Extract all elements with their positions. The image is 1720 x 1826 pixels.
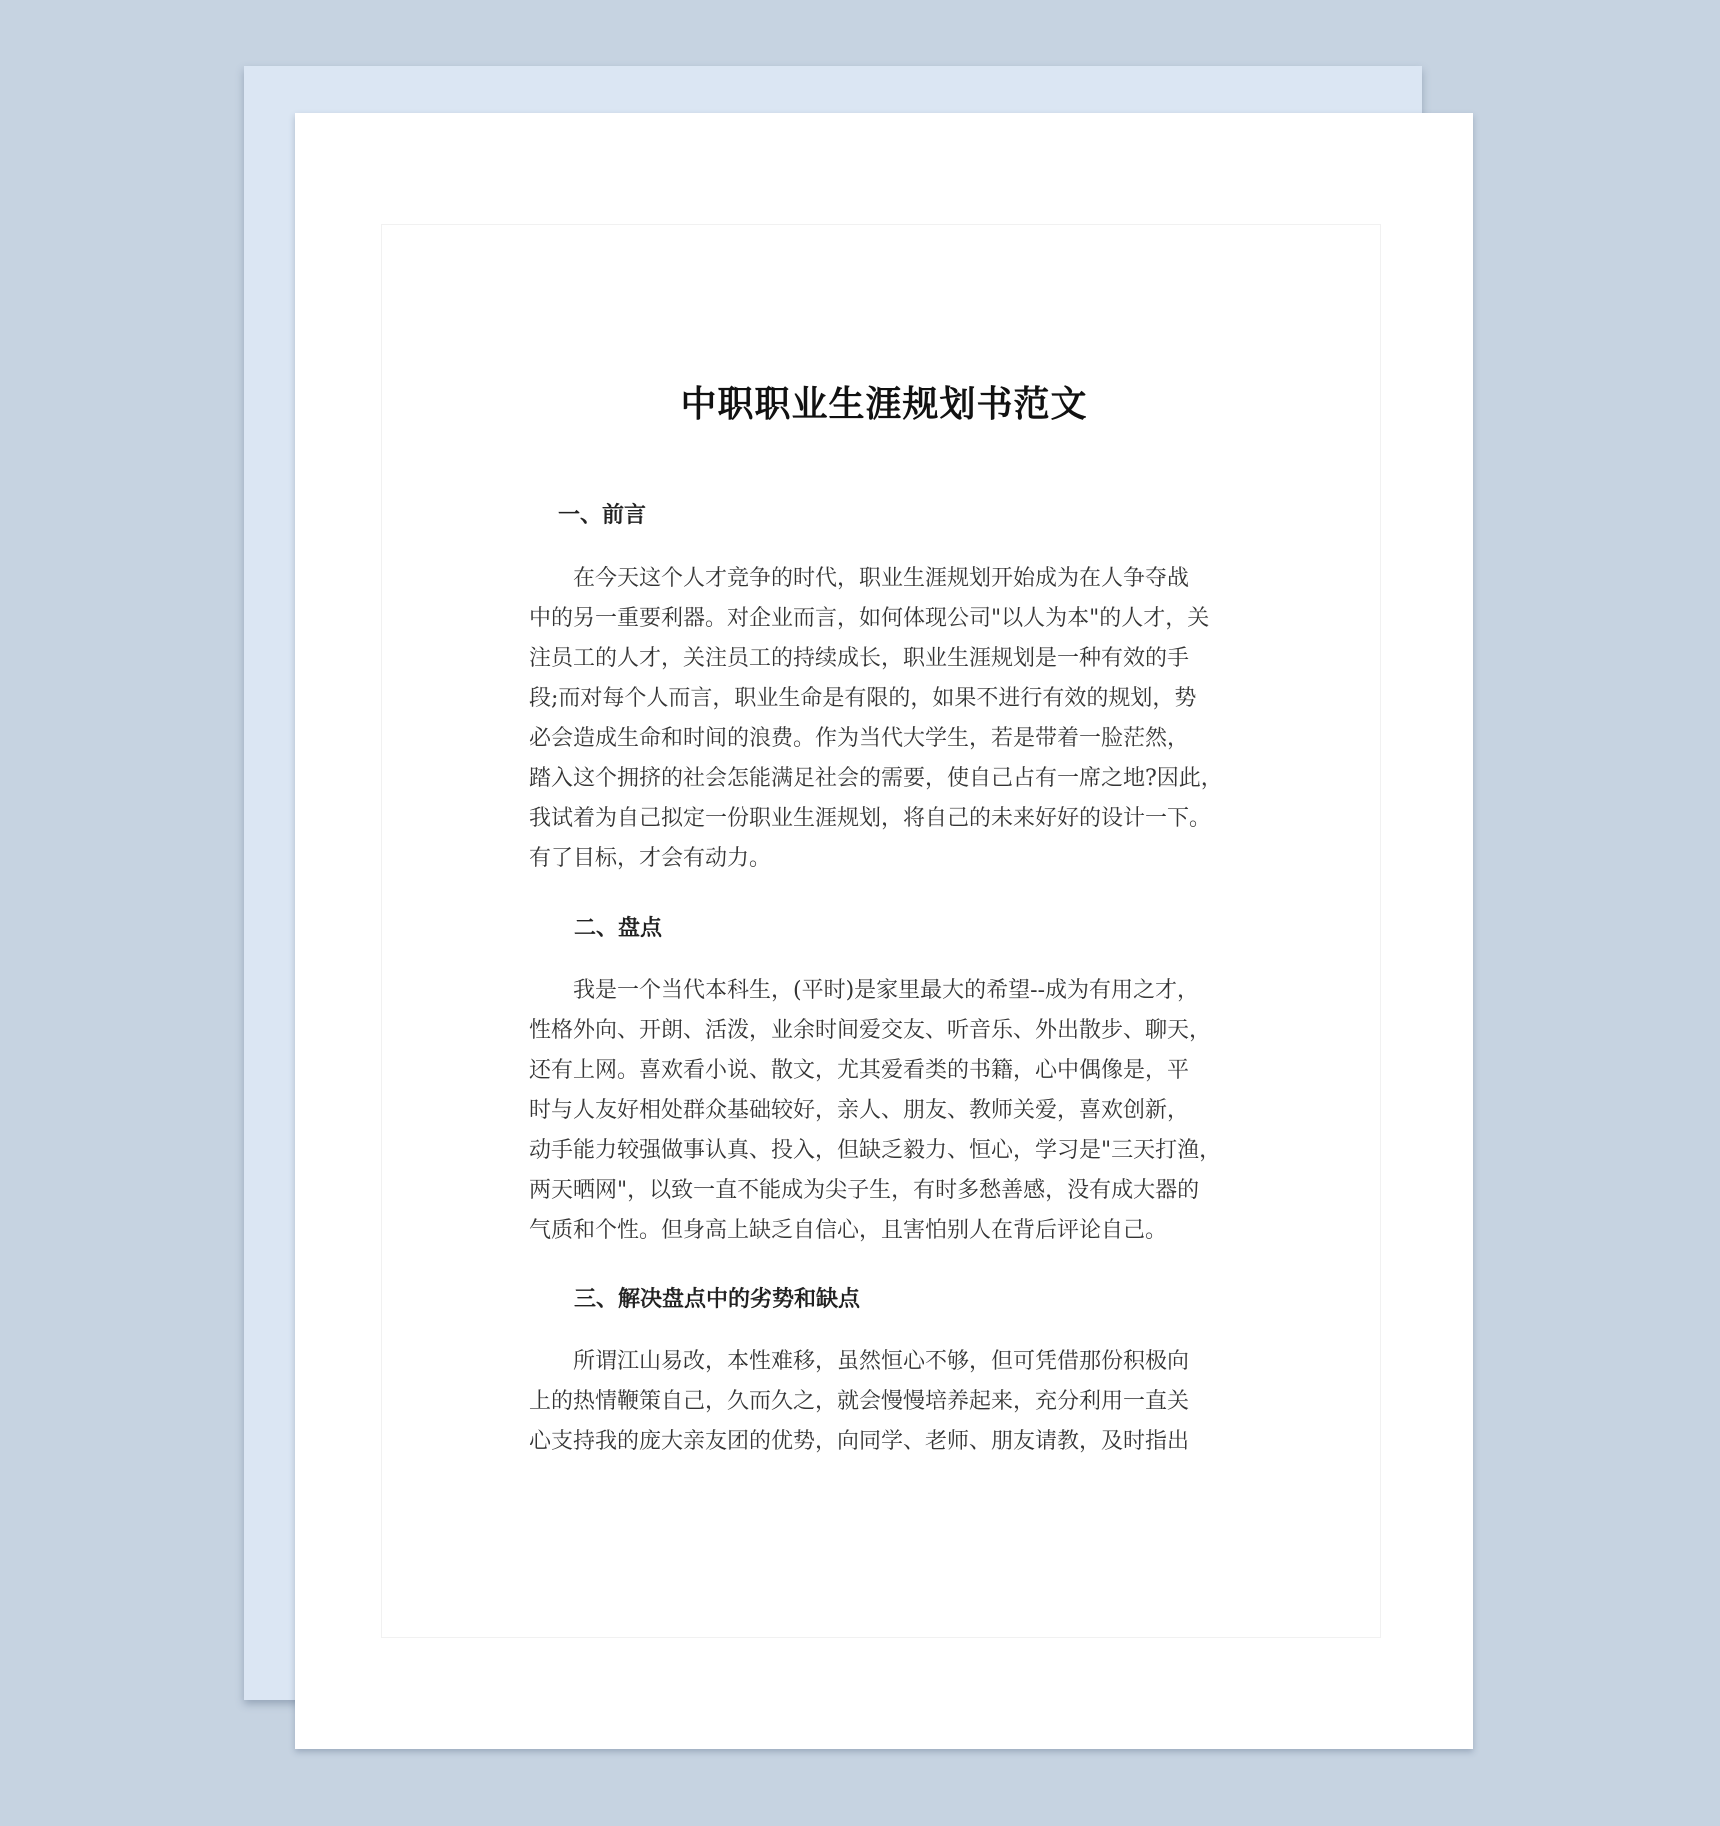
paragraph-line: 所谓江山易改，本性难移，虽然恒心不够，但可凭借那份积极向 (573, 1349, 1190, 1374)
paragraph-line: 踏入这个拥挤的社会怎能满足社会的需要，使自己占有一席之地?因此， (529, 766, 1223, 791)
paragraph-solutions (529, 1342, 1249, 1462)
paragraph-line: 有了目标，才会有动力。 (529, 846, 772, 871)
paragraph-preface (529, 559, 1249, 879)
paragraph-line: 心支持我的庞大亲友团的优势，向同学、老师、朋友请教，及时指出 (529, 1429, 1190, 1454)
section-heading-preface: 一、前言 (558, 502, 647, 528)
paragraph-inventory (529, 971, 1249, 1251)
paragraph-line: 段;而对每个人而言，职业生命是有限的，如果不进行有效的规划，势 (529, 686, 1197, 711)
paragraph-line: 我试着为自己拟定一份职业生涯规划，将自己的未来好好的设计一下。 (529, 806, 1212, 831)
paragraph-line: 在今天这个人才竞争的时代，职业生涯规划开始成为在人争夺战 (573, 566, 1190, 591)
paragraph-line: 两天晒网"，以致一直不能成为尖子生，有时多愁善感，没有成大器的 (529, 1178, 1200, 1203)
paragraph-line: 必会造成生命和时间的浪费。作为当代大学生，若是带着一脸茫然， (529, 726, 1190, 751)
document-page (295, 113, 1473, 1749)
paragraph-line: 还有上网。喜欢看小说、散文，尤其爱看类的书籍，心中偶像是，平 (529, 1058, 1190, 1083)
paragraph-line: 时与人友好相处群众基础较好，亲人、朋友、教师关爱，喜欢创新， (529, 1098, 1190, 1123)
paragraph-line: 动手能力较强做事认真、投入，但缺乏毅力、恒心，学习是"三天打渔， (529, 1138, 1222, 1163)
paragraph-line: 我是一个当代本科生，(平时)是家里最大的希望--成为有用之才， (573, 978, 1200, 1003)
section-heading-solutions: 三、解决盘点中的劣势和缺点 (574, 1286, 861, 1312)
paragraph-line: 中的另一重要利器。对企业而言，如何体现公司"以人为本"的人才，关 (529, 606, 1210, 631)
document-title: 中职职业生涯规划书范文 (680, 383, 1088, 425)
paragraph-line: 性格外向、开朗、活泼，业余时间爱交友、听音乐、外出散步、聊天， (529, 1018, 1212, 1043)
section-heading-inventory: 二、盘点 (574, 915, 663, 941)
paragraph-line: 气质和个性。但身高上缺乏自信心，且害怕别人在背后评论自己。 (529, 1218, 1168, 1243)
paragraph-line: 上的热情鞭策自己，久而久之，就会慢慢培养起来，充分利用一直关 (529, 1389, 1190, 1414)
paragraph-line: 注员工的人才，关注员工的持续成长，职业生涯规划是一种有效的手 (529, 646, 1190, 671)
